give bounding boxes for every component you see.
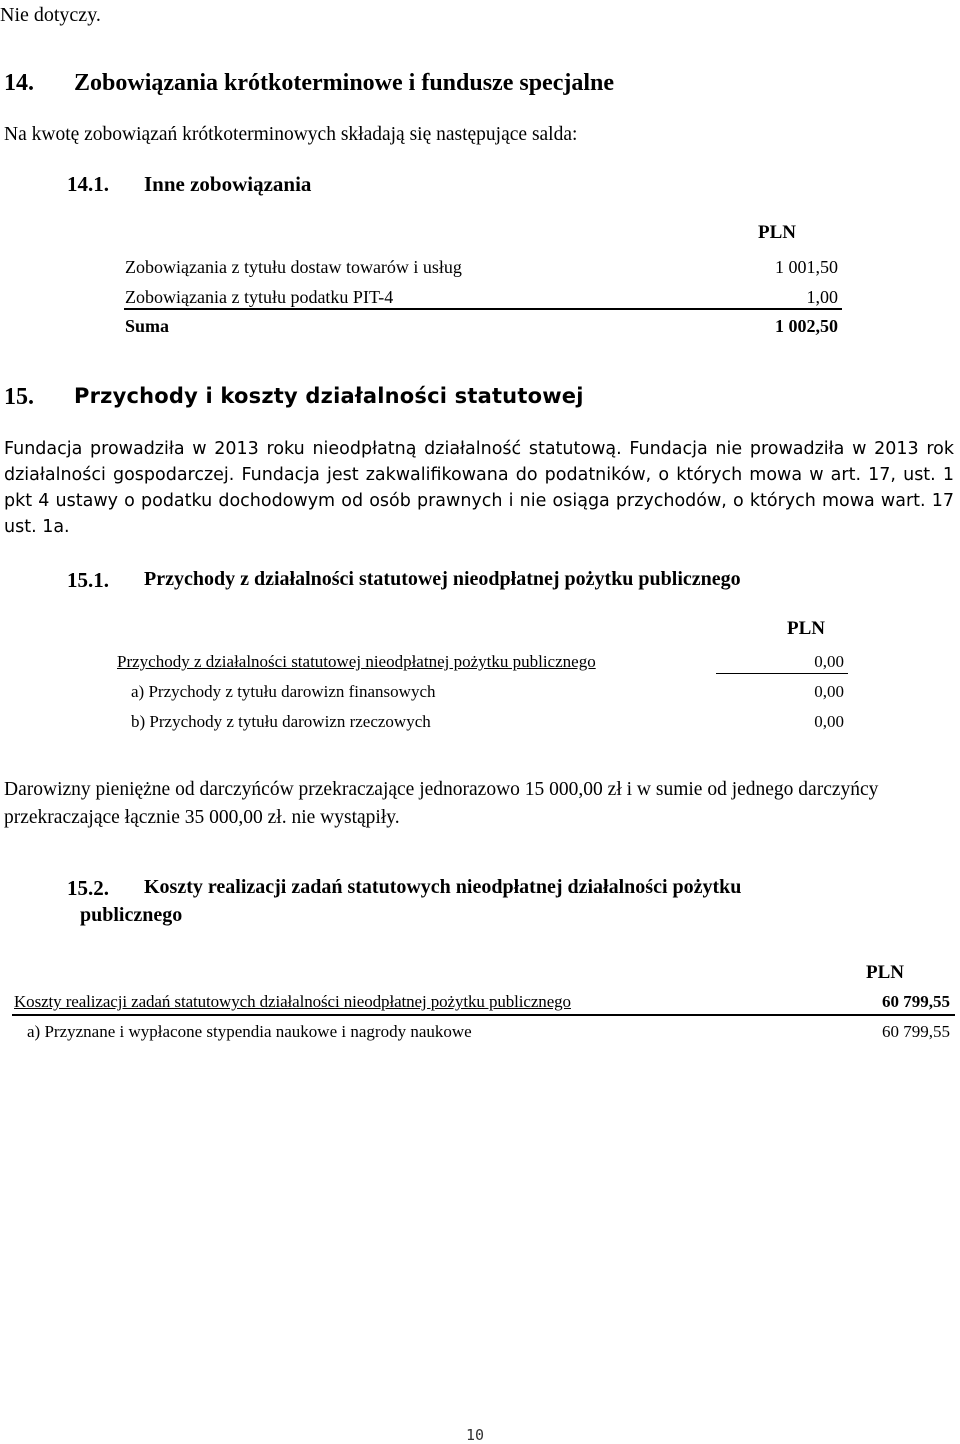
section-14-1-number: 14.1.: [67, 172, 109, 196]
costs-row-scholarships-value: 60 799,55: [882, 1022, 950, 1041]
row-value-trade-liabilities: 1 001,50: [775, 257, 838, 277]
currency-header-15-2: PLN: [866, 962, 904, 983]
section-15-2-title-line2: publicznego: [80, 904, 183, 926]
row-value-pit4: 1,00: [806, 287, 838, 307]
sum-value: 1 002,50: [775, 316, 838, 336]
section-15-1-number: 15.1.: [67, 568, 109, 592]
currency-header-15-1: PLN: [787, 618, 825, 639]
section-15-2-title-line1: Koszty realizacji zadań statutowych nieodpłatnej działalności pożytku: [144, 876, 742, 898]
section-15-title: Przychody i koszty działalności statutowej: [74, 384, 584, 408]
revenue-row-material-label: b) Przychody z tytułu darowizn rzeczowych: [131, 712, 431, 731]
revenue-header-value: 0,00: [814, 652, 844, 671]
revenue-row-financial-value: 0,00: [814, 682, 844, 701]
costs-header-value: 60 799,55: [882, 992, 950, 1011]
costs-row-scholarships-label: a) Przyznane i wypłacone stypendia naukowe i nagrody naukowe: [27, 1022, 472, 1041]
sum-rule: [124, 308, 842, 310]
section-14-number: 14.: [4, 70, 34, 96]
revenue-header-label: Przychody z działalności statutowej nieodpłatnej pożytku publicznego: [117, 652, 596, 671]
revenue-row-material-value: 0,00: [814, 712, 844, 731]
section-15-2-number: 15.2.: [67, 876, 109, 900]
section-15-number: 15.: [4, 384, 34, 410]
section-14-1-title: Inne zobowiązania: [144, 172, 312, 196]
section-15-paragraph: Fundacja prowadziła w 2013 roku nieodpłatną działalność statutową. Fundacja nie prowadziła w 2013 rok działalności gospodarczej. Fundacja jest zakwalifikowana do podatników, o których mowa w art. 17, ust. 1 pkt 4 ustawy o podatku dochodowym od osób prawnych i nie osiąga przychodów, o których mowa wart. 17 ust. 1a.: [4, 439, 954, 537]
revenue-row-financial-label: a) Przychody z tytułu darowizn finansowych: [131, 682, 436, 701]
costs-header-rule: [12, 1014, 955, 1016]
top-line: Nie dotyczy.: [0, 4, 101, 26]
page-number: 10: [466, 1426, 485, 1444]
donations-note: Darowizny pieniężne od darczyńców przekraczające jednorazowo 15 000,00 zł i w sumie od jednego darczyńcy przekraczające łącznie 35 000,00 zł. nie wystąpiły.: [4, 779, 879, 828]
currency-header-14-1: PLN: [758, 222, 796, 243]
sum-label: Suma: [125, 316, 170, 336]
row-label-trade-liabilities: Zobowiązania z tytułu dostaw towarów i usług: [125, 257, 462, 277]
section-15-1-title: Przychody z działalności statutowej nieodpłatnej pożytku publicznego: [144, 568, 741, 590]
section-14-title: Zobowiązania krótkoterminowe i fundusze specjalne: [74, 70, 614, 96]
row-label-pit4: Zobowiązania z tytułu podatku PIT-4: [125, 287, 394, 307]
revenue-header-value-rule: [716, 673, 848, 674]
section-14-intro: Na kwotę zobowiązań krótkoterminowych składają się następujące salda:: [4, 124, 578, 145]
costs-header-label: Koszty realizacji zadań statutowych działalności nieodpłatnej pożytku publicznego: [14, 992, 571, 1011]
